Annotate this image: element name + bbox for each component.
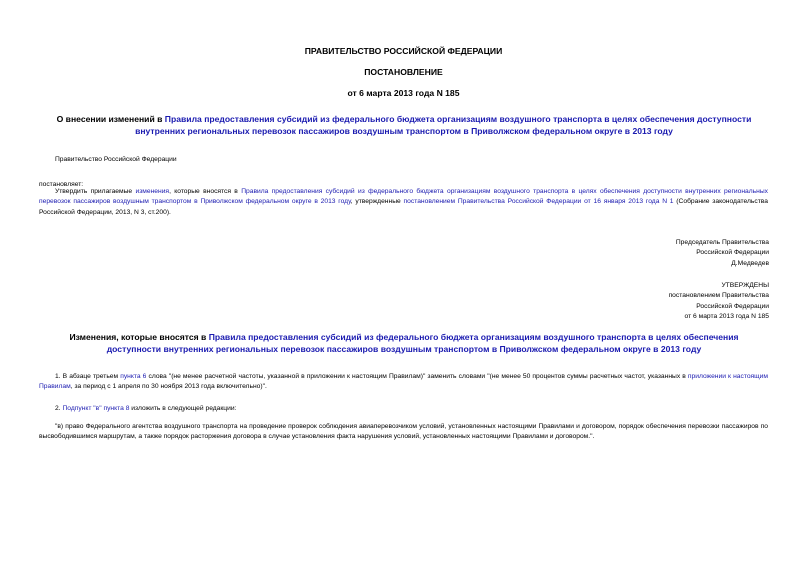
government-text: Правительство Российской Федерации <box>55 156 177 163</box>
approved-line-3: Российской Федерации <box>696 302 769 310</box>
changes-title-prefix: Изменения, которые вносятся в <box>69 332 209 342</box>
signature-block <box>676 238 769 269</box>
item-2-quote: "в) право Федерального агентства воздушного транспорта на проведение проверок соблюдения авиаперевозчиком условий, установленных настоящими Правилами и договором, порядок обеспечения перевозки пассажиров по высвободившимся маршрутам, а также порядок расторжения договора в случае установления факта нарушения условий, установленных настоящими Правилами и договором.". <box>39 423 768 441</box>
p1-text-c: , утвержденные <box>350 198 404 206</box>
changes-title <box>52 331 756 355</box>
government-heading: ПРАВИТЕЛЬСТВО РОССИЙСКОЙ ФЕДЕРАЦИИ <box>304 46 503 56</box>
resolution-paragraph <box>39 187 768 218</box>
approved-line-2: постановлением Правительства <box>668 292 769 300</box>
resolves-text: постановляет: <box>39 181 84 188</box>
title-rules-link[interactable]: Правила предоставления субсидий из федерального бюджета организациям воздушного транспорта в целях обеспечения доступности внутренних региональных перевозок пассажиров воздушным транспортом в Приволжском федеральном округе в 2013 году <box>135 114 752 136</box>
decree-link[interactable]: постановлением Правительства Российской Федерации от 16 января 2013 года N 1 <box>403 198 674 206</box>
item2-text-c: изложить в следующей редакции: <box>129 405 237 412</box>
item-1 <box>39 372 768 393</box>
signature-line-3: Д.Медведев <box>731 259 769 267</box>
p1-text-b: , которые вносятся в <box>169 188 242 195</box>
point-8-link[interactable]: пункта 8 <box>103 405 130 412</box>
signature-line-2: Российской Федерации <box>696 249 769 257</box>
p1-text-d: (Собрание законодательства Российской Федерации, 2013, N 3, ст.200). <box>39 198 769 216</box>
title-prefix: О внесении изменений в <box>56 114 165 124</box>
item1-text-b: слова "(не менее расчетной частоты, указанной в приложении к настоящим Правилам)" заменить словами "(не менее 50 процентов суммы расчетных частот, указанных в <box>146 373 688 380</box>
item1-text-c: , за период с 1 апреля по 30 ноября 2013 года включительно)". <box>70 383 267 391</box>
document-date-number: от 6 марта 2013 года N 185 <box>347 88 460 98</box>
approved-line-1: УТВЕРЖДЕНЫ <box>721 282 769 289</box>
item1-text-a: 1. В абзаце третьем <box>55 373 121 380</box>
changes-link[interactable]: изменения <box>135 188 170 195</box>
appendix-link[interactable]: приложении к настоящим Правилам <box>39 373 768 391</box>
point-6-link[interactable]: пункта 6 <box>120 373 147 380</box>
p1-text-a: Утвердить прилагаемые <box>55 188 136 195</box>
approved-block <box>669 281 769 323</box>
document-type: ПОСТАНОВЛЕНИЕ <box>364 67 443 77</box>
signature-line-1: Председатель Правительства <box>675 239 769 246</box>
approved-line-4: от 6 марта 2013 года N 185 <box>684 313 769 321</box>
item2-text-a: 2. <box>55 405 63 412</box>
subpoint-v-link[interactable]: Подпункт "в" <box>62 405 102 412</box>
document-title <box>44 113 764 137</box>
rules-link[interactable]: Правила предоставления субсидий из федерального бюджета организациям воздушного транспорта в целях обеспечения доступности внутренних региональных перевозок пассажиров воздушным транспортом в Приволжском федеральном округе в 2013 году <box>39 188 768 206</box>
changes-title-rules-link[interactable]: Правила предоставления субсидий из федерального бюджета организациям воздушного транспорта в целях обеспечения доступности внутренних региональных перевозок пассажиров воздушным транспортом в Приволжском федеральном округе в 2013 году <box>106 332 739 354</box>
item-2 <box>55 404 236 414</box>
